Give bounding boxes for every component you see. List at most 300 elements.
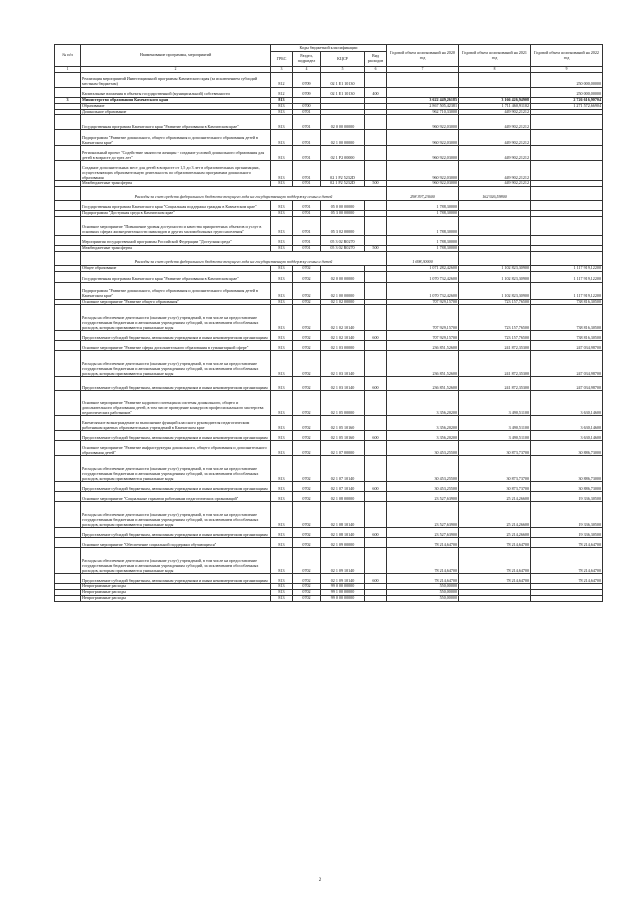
row-number [55, 271, 81, 282]
row-amount-2020: 960 922,03000 [387, 115, 459, 130]
row-amount-2021: 3 490,51100 [459, 431, 531, 441]
row-grbs: 813 [271, 416, 293, 431]
row-name: Образование [81, 103, 271, 109]
row-number [55, 574, 81, 584]
row-vr [365, 502, 387, 528]
row-vr [365, 441, 387, 456]
row-csr: 02 1 00 00000 [321, 282, 365, 299]
row-number [55, 282, 81, 299]
row-csr: 02 1 00 00000 [321, 130, 365, 146]
row-number [55, 482, 81, 492]
row-number [55, 456, 81, 482]
row-amount-2021 [459, 235, 531, 245]
row-amount-2020: 3 356,20200 [387, 431, 459, 441]
row-vr: 600 [365, 331, 387, 341]
row-razdel: 0702 [293, 528, 321, 538]
row-vr [365, 548, 387, 574]
table-row [55, 377, 603, 391]
row-grbs: 813 [271, 595, 293, 601]
row-amount-2021 [459, 595, 531, 601]
row-name: Межбюджетные трансферты [81, 245, 271, 251]
row-vr [365, 282, 387, 299]
table-row [55, 115, 603, 130]
row-razdel: 0701 [293, 146, 321, 161]
row-razdel: 0702 [293, 377, 321, 391]
row-grbs: 813 [271, 211, 293, 217]
row-amount-2021: 449 902,21212 [459, 181, 531, 187]
header-col-2022: Годовой объем ассигнований на 2022 год [531, 45, 603, 67]
row-razdel: 0702 [293, 431, 321, 441]
row-razdel: 0701 [293, 115, 321, 130]
row-name: Государственная программа Камчатского края "Социальная поддержка граждан в Камчатском крае" [81, 201, 271, 211]
table-row [55, 146, 603, 161]
row-name: Непрограммные расходы [81, 584, 271, 590]
header-col-vr: Вид расходов [365, 52, 387, 67]
row-vr [365, 130, 387, 146]
row-amount-2022: 250 000,00000 [531, 87, 603, 97]
table-row [55, 502, 603, 528]
header-col-2021: Годовой объем ассигнований на 2021 год [459, 45, 531, 67]
row-number [55, 146, 81, 161]
row-grbs: 813 [271, 146, 293, 161]
row-razdel: 0702 [293, 351, 321, 377]
row-amount-2021: 162 926,59800 [459, 187, 531, 201]
row-number [55, 201, 81, 211]
row-vr [365, 456, 387, 482]
row-name: Общее образование [81, 265, 271, 271]
row-amount-2021: 30 873,73700 [459, 456, 531, 482]
row-vr [365, 595, 387, 601]
row-vr [365, 305, 387, 331]
index-cell: 1 [55, 67, 81, 73]
row-csr: 02 0 00 00000 [321, 271, 365, 282]
row-vr [365, 201, 387, 211]
row-name: Государственная программа Камчатского края "Развитие образования в Камчатском крае" [81, 271, 271, 282]
row-razdel: 0700 [293, 103, 321, 109]
row-amount-2022: 78 214,64700 [531, 538, 603, 548]
row-number [55, 416, 81, 431]
row-amount-2021: 449 902,21212 [459, 161, 531, 181]
row-amount-2020: 960 922,03000 [387, 161, 459, 181]
row-grbs: 813 [271, 181, 293, 187]
row-amount-2022: 738 816,30500 [531, 305, 603, 331]
row-razdel: 0709 [293, 87, 321, 97]
row-csr: 05 3 02 00000 [321, 216, 365, 235]
row-amount-2022: 738 816,30500 [531, 331, 603, 341]
row-vr [365, 271, 387, 282]
row-grbs: 813 [271, 431, 293, 441]
row-name: Региональный проект "Содействие занятости женщин - создание условий дошкольного образования для детей в возрасте до трех лет" [81, 146, 271, 161]
row-amount-2021: 449 902,21212 [459, 115, 531, 130]
row-amount-2020: 1 788,30000 [387, 201, 459, 211]
row-grbs: 813 [271, 502, 293, 528]
row-amount-2020: 236 851,52600 [387, 341, 459, 351]
row-amount-2021: 3 490,51100 [459, 391, 531, 416]
row-amount-2020: 30 453,25500 [387, 441, 459, 456]
row-grbs: 813 [271, 265, 293, 271]
row-amount-2021: 25 214,26600 [459, 528, 531, 538]
table-row [55, 161, 603, 181]
row-razdel: 0701 [293, 245, 321, 251]
row-amount-2022: 1 117 919,12200 [531, 271, 603, 282]
row-csr: 02 1 02 00000 [321, 299, 365, 305]
row-vr [365, 161, 387, 181]
row-vr: 600 [365, 574, 387, 584]
row-amount-2020: 960 922,03000 [387, 130, 459, 146]
row-csr: 02 1 Р2 5232D [321, 181, 365, 187]
row-vr [365, 341, 387, 351]
row-note: Расходы за счет средств федерального бюджета текущего года на государственную поддержку семьи и детей [81, 187, 387, 201]
row-amount-2021: 78 214,64700 [459, 574, 531, 584]
row-amount-2022: 2 726 616,90704 [531, 97, 603, 103]
row-number [55, 377, 81, 391]
row-grbs: 813 [271, 115, 293, 130]
row-razdel: 0702 [293, 265, 321, 271]
row-grbs: 813 [271, 305, 293, 331]
row-amount-2021: 78 214,64700 [459, 548, 531, 574]
row-name: Расходы на обеспечение деятельности (оказание услуг) учреждений, в том числе на предоставление государственным бюджетным и автономным учреждениям субсидий, за исключением обособленных расходов, которым присваиваются уникальные коды [81, 305, 271, 331]
row-razdel: 0701 [293, 216, 321, 235]
row-number [55, 492, 81, 502]
index-cell: 4 [293, 67, 321, 73]
row-name: Предоставление субсидий бюджетным, автономным учреждениям и иным некоммерческим организациям [81, 431, 271, 441]
header-col-grbs: ГРБС [271, 52, 293, 67]
row-razdel: 0702 [293, 590, 321, 596]
table-row [55, 528, 603, 538]
row-amount-2021: 78 214,64700 [459, 538, 531, 548]
table-row [55, 216, 603, 235]
row-amount-2022: 1 117 919,12200 [531, 282, 603, 299]
budget-table [54, 44, 603, 602]
table-row [55, 87, 603, 97]
row-vr [365, 146, 387, 161]
row-number [55, 87, 81, 97]
row-csr: 02 1 03 10140 [321, 377, 365, 391]
row-amount-2020: 78 214,64700 [387, 574, 459, 584]
row-vr [365, 72, 387, 87]
row-number [55, 130, 81, 146]
row-amount-2022: 1 271 572,66904 [531, 103, 603, 109]
header-col-csr: КЦСР [321, 52, 365, 67]
row-amount-2022 [531, 115, 603, 130]
row-razdel: 0709 [293, 72, 321, 87]
row-razdel: 0702 [293, 482, 321, 492]
row-name: Основное мероприятие "Повышение уровня доступности и качества приоритетных объектов и услуг в основных сферах жизнедеятельности инвалидов и других маломобильных групп населения" [81, 216, 271, 235]
row-csr: 02 1 Е1 10130 [321, 87, 365, 97]
row-csr: 02 1 07 00000 [321, 441, 365, 456]
row-note: Расходы за счет средств федерального бюджета текущего года на государственную поддержку семьи и детей [81, 251, 387, 265]
row-name: Предоставление субсидий бюджетным, автономным учреждениям и иным некоммерческим организациям [81, 482, 271, 492]
row-amount-2020: 23 527,63900 [387, 528, 459, 538]
row-number [55, 115, 81, 130]
row-number [55, 161, 81, 181]
row-csr: 02 1 09 00000 [321, 538, 365, 548]
index-cell: 2 [81, 67, 271, 73]
row-amount-2022 [531, 187, 603, 201]
table-row [55, 235, 603, 245]
row-vr [365, 416, 387, 431]
row-razdel: 0701 [293, 211, 321, 217]
row-vr [365, 115, 387, 130]
index-cell: 3 [271, 67, 293, 73]
row-amount-2021 [459, 72, 531, 87]
row-amount-2020: 30 453,25500 [387, 456, 459, 482]
row-csr: 02 1 05 10160 [321, 416, 365, 431]
row-vr [365, 235, 387, 245]
header-col-name: Наименование программы, мероприятий [81, 45, 271, 67]
row-amount-2022: 30 886,73000 [531, 456, 603, 482]
row-grbs: 813 [271, 130, 293, 146]
row-amount-2022 [531, 161, 603, 181]
row-grbs: 813 [271, 341, 293, 351]
row-amount-2022 [531, 595, 603, 601]
row-grbs: 813 [271, 574, 293, 584]
row-razdel: 0701 [293, 130, 321, 146]
row-amount-2021: 723 157,76500 [459, 299, 531, 305]
row-amount-2022: 738 816,30500 [531, 299, 603, 305]
row-amount-2020: 707 929,15700 [387, 331, 459, 341]
row-csr: 02 1 Р2 5232D [321, 161, 365, 181]
row-razdel: 0702 [293, 574, 321, 584]
row-amount-2021: 25 214,26600 [459, 502, 531, 528]
row-razdel: 0702 [293, 502, 321, 528]
table-row [55, 351, 603, 377]
row-amount-2022 [531, 216, 603, 235]
row-amount-2021: 25 214,26600 [459, 492, 531, 502]
row-razdel: 0702 [293, 341, 321, 351]
row-number [55, 502, 81, 528]
row-vr: 600 [365, 528, 387, 538]
row-grbs: 813 [271, 299, 293, 305]
row-number [55, 528, 81, 538]
row-amount-2020: 78 214,64700 [387, 548, 459, 574]
table-row [55, 130, 603, 146]
row-amount-2022: 30 886,73000 [531, 482, 603, 492]
row-amount-2020: 3 356,20200 [387, 391, 459, 416]
table-row [55, 331, 603, 341]
row-amount-2021 [459, 216, 531, 235]
row-name: Министерство образования Камчатского края [81, 97, 271, 103]
row-grbs: 813 [271, 235, 293, 245]
row-number [55, 305, 81, 331]
table-header [55, 45, 603, 73]
row-csr: 02 1 02 10140 [321, 331, 365, 341]
row-amount-2020: 707 929,15700 [387, 299, 459, 305]
row-name: Подпрограмма "Развитие дошкольного, общего образования и дополнительного образования детей в Камчатском крае" [81, 282, 271, 299]
index-cell: 8 [459, 67, 531, 73]
row-number [55, 595, 81, 601]
row-number [55, 391, 81, 416]
row-name: Подпрограмма "Доступная среда в Камчатском крае" [81, 211, 271, 217]
row-razdel: 0702 [293, 282, 321, 299]
row-csr: 02 1 Е1 10130 [321, 72, 365, 87]
row-amount-2020: 707 929,15700 [387, 305, 459, 331]
row-csr: 02 1 09 10140 [321, 574, 365, 584]
row-amount-2021: 1 102 823,30900 [459, 271, 531, 282]
row-razdel: 0701 [293, 235, 321, 245]
row-name: Основное мероприятие "Развитие общего образования" [81, 299, 271, 305]
row-name: Основное мероприятие "Обеспечение социальной поддержки обучающихся" [81, 538, 271, 548]
row-amount-2020: 1 070 732,42600 [387, 282, 459, 299]
row-grbs: 813 [271, 161, 293, 181]
row-amount-2020: 960 922,03000 [387, 181, 459, 187]
table-row [55, 456, 603, 482]
row-name: Предоставление субсидий бюджетным, автономным учреждениям и иным некоммерческим организациям [81, 528, 271, 538]
row-vr: 500 [365, 245, 387, 251]
row-grbs: 813 [271, 271, 293, 282]
row-vr [365, 538, 387, 548]
row-grbs: 813 [271, 482, 293, 492]
row-name: Основное мероприятие "Социальные гарантии работникам педагогических организаций" [81, 492, 271, 502]
row-amount-2020: 1 070 732,42600 [387, 271, 459, 282]
row-razdel: 0702 [293, 492, 321, 502]
row-amount-2021: 1 711 460,91102 [459, 103, 531, 109]
row-vr [365, 351, 387, 377]
table-row [55, 391, 603, 416]
row-amount-2020: 236 851,52600 [387, 351, 459, 377]
row-grbs: 812 [271, 72, 293, 87]
row-amount-2022: 250 000,00000 [531, 72, 603, 87]
row-amount-2020: 1 788,30000 [387, 245, 459, 251]
row-amount-2021: 1 102 823,30900 [459, 265, 531, 271]
row-amount-2021: 449 902,21212 [459, 146, 531, 161]
row-amount-2021: 1 102 823,30900 [459, 282, 531, 299]
row-amount-2020: 1 071 282,42600 [387, 265, 459, 271]
row-vr: 600 [365, 431, 387, 441]
row-amount-2022: 19 336,30500 [531, 502, 603, 528]
header-col-no: № п/п [55, 45, 81, 67]
row-grbs: 813 [271, 282, 293, 299]
row-amount-2021 [459, 87, 531, 97]
row-amount-2022: 3 630,14600 [531, 416, 603, 431]
row-name: Непрограммные расходы [81, 590, 271, 596]
row-razdel: 0702 [293, 331, 321, 341]
row-csr: 05 3 02 R0270 [321, 235, 365, 245]
row-amount-2020: 30 453,25500 [387, 482, 459, 492]
row-grbs: 813 [271, 109, 293, 115]
row-razdel: 0702 [293, 456, 321, 482]
row-number [55, 548, 81, 574]
row-razdel: 0702 [293, 538, 321, 548]
row-amount-2022 [531, 146, 603, 161]
row-csr: 02 1 02 10140 [321, 305, 365, 331]
row-razdel: 0702 [293, 584, 321, 590]
row-razdel: 0702 [293, 548, 321, 574]
row-amount-2021: 723 157,76500 [459, 331, 531, 341]
row-name: Предоставление субсидий бюджетным, автономным учреждениям и иным некоммерческим организациям [81, 377, 271, 391]
row-amount-2020: 23 527,63900 [387, 492, 459, 502]
row-razdel: 0702 [293, 271, 321, 282]
row-amount-2022: 247 034,98700 [531, 377, 603, 391]
row-vr: 600 [365, 377, 387, 391]
row-csr: 99 0 00 00000 [321, 584, 365, 590]
row-csr: 02 1 08 00000 [321, 492, 365, 502]
row-number [55, 187, 81, 201]
table-row [55, 492, 603, 502]
row-name: Основное мероприятие "Развитие сферы дополнительного образования в гуманитарной сфере" [81, 341, 271, 351]
row-grbs: 813 [271, 548, 293, 574]
table-row [55, 201, 603, 211]
row-name: Непрограммные расходы [81, 595, 271, 601]
row-amount-2020: 236 851,52600 [387, 377, 459, 391]
table-row [55, 482, 603, 492]
row-vr: 400 [365, 87, 387, 97]
row-csr: 99 0 00 00000 [321, 595, 365, 601]
row-amount-2022 [531, 201, 603, 211]
row-razdel: 0702 [293, 299, 321, 305]
row-name: Предоставление субсидий бюджетным, автономным учреждениям и иным некоммерческим организациям [81, 331, 271, 341]
row-name: Капитальные вложения в объекты государственной (муниципальной) собственности [81, 87, 271, 97]
row-name: Государственная программа Камчатского края "Развитие образования в Камчатском крае" [81, 115, 271, 130]
row-name: Расходы на обеспечение деятельности (оказание услуг) учреждений, в том числе на предоставление государственным бюджетным и автономным учреждениям субсидий, за исключением обособленных расходов, которым присваиваются уникальные коды [81, 548, 271, 574]
row-razdel: 0701 [293, 109, 321, 115]
header-col-2020: Годовой объем ассигнований на 2020 год [387, 45, 459, 67]
row-name: Расходы на обеспечение деятельности (оказание услуг) учреждений, в том числе на предоставление государственным бюджетным и автономным учреждениям субсидий, за исключением обособленных расходов, которым присваиваются уникальные коды [81, 456, 271, 482]
row-csr: 02 1 07 10140 [321, 456, 365, 482]
row-name: Мероприятия государственной программы Российской Федерации "Доступная среда" [81, 235, 271, 245]
row-amount-2021: 723 157,76500 [459, 305, 531, 331]
row-amount-2022: 1 117 919,12200 [531, 265, 603, 271]
table-row [55, 282, 603, 299]
row-vr [365, 391, 387, 416]
row-csr: 05 3 00 00000 [321, 211, 365, 217]
row-grbs: 813 [271, 456, 293, 482]
row-amount-2022 [531, 235, 603, 245]
row-vr: 500 [365, 181, 387, 187]
row-amount-2021: 449 902,21212 [459, 109, 531, 115]
row-csr: 02 1 05 10160 [321, 431, 365, 441]
row-grbs: 813 [271, 97, 293, 103]
row-csr: 02 1 08 10140 [321, 502, 365, 528]
row-amount-2020: 298 397,23600 [387, 187, 459, 201]
row-amount-2020: 1 788,30000 [387, 216, 459, 235]
row-csr: 99 1 00 00000 [321, 590, 365, 596]
row-name: Основное мероприятие "Развитие инфраструктуры дошкольного, общего образования и дополнительного образования детей" [81, 441, 271, 456]
row-razdel: 0701 [293, 201, 321, 211]
table-row [55, 305, 603, 331]
row-grbs: 813 [271, 103, 293, 109]
row-amount-2022: 19 336,30500 [531, 528, 603, 538]
row-razdel: 0702 [293, 391, 321, 416]
row-csr: 05 0 00 00000 [321, 201, 365, 211]
row-number [55, 331, 81, 341]
index-cell: 9 [531, 67, 603, 73]
budget-document [54, 44, 602, 602]
row-number [55, 441, 81, 456]
row-amount-2021 [459, 201, 531, 211]
row-amount-2022: 3 630,14600 [531, 431, 603, 441]
table-body [55, 72, 603, 601]
row-number [55, 431, 81, 441]
row-amount-2020: 550,00000 [387, 584, 459, 590]
row-razdel: 0702 [293, 595, 321, 601]
row-csr: 02 1 08 10140 [321, 528, 365, 538]
row-amount-2021: 3 166 426,94908 [459, 97, 531, 103]
row-grbs: 813 [271, 584, 293, 590]
header-col-razdel: Раздел, подраздел [293, 52, 321, 67]
row-grbs: 813 [271, 441, 293, 456]
row-amount-2020: 78 214,64700 [387, 538, 459, 548]
row-csr: 02 1 05 00000 [321, 391, 365, 416]
row-number: 3 [55, 97, 81, 103]
row-razdel: 0702 [293, 305, 321, 331]
row-amount-2021: 30 873,73700 [459, 441, 531, 456]
row-name: Основное мероприятие "Развитие кадрового потенциала системы дошкольного, общего и дополнительного образования детей, в том числе проведение конкурсов профессионального мастерства педагогических работников" [81, 391, 271, 416]
row-csr: 02 1 09 10140 [321, 548, 365, 574]
row-name: Подпрограмма "Развитие дошкольного, общего образования и дополнительного образования детей в Камчатском крае" [81, 130, 271, 146]
row-csr: 02 1 Р2 00000 [321, 146, 365, 161]
row-csr: 02 1 03 10140 [321, 351, 365, 377]
